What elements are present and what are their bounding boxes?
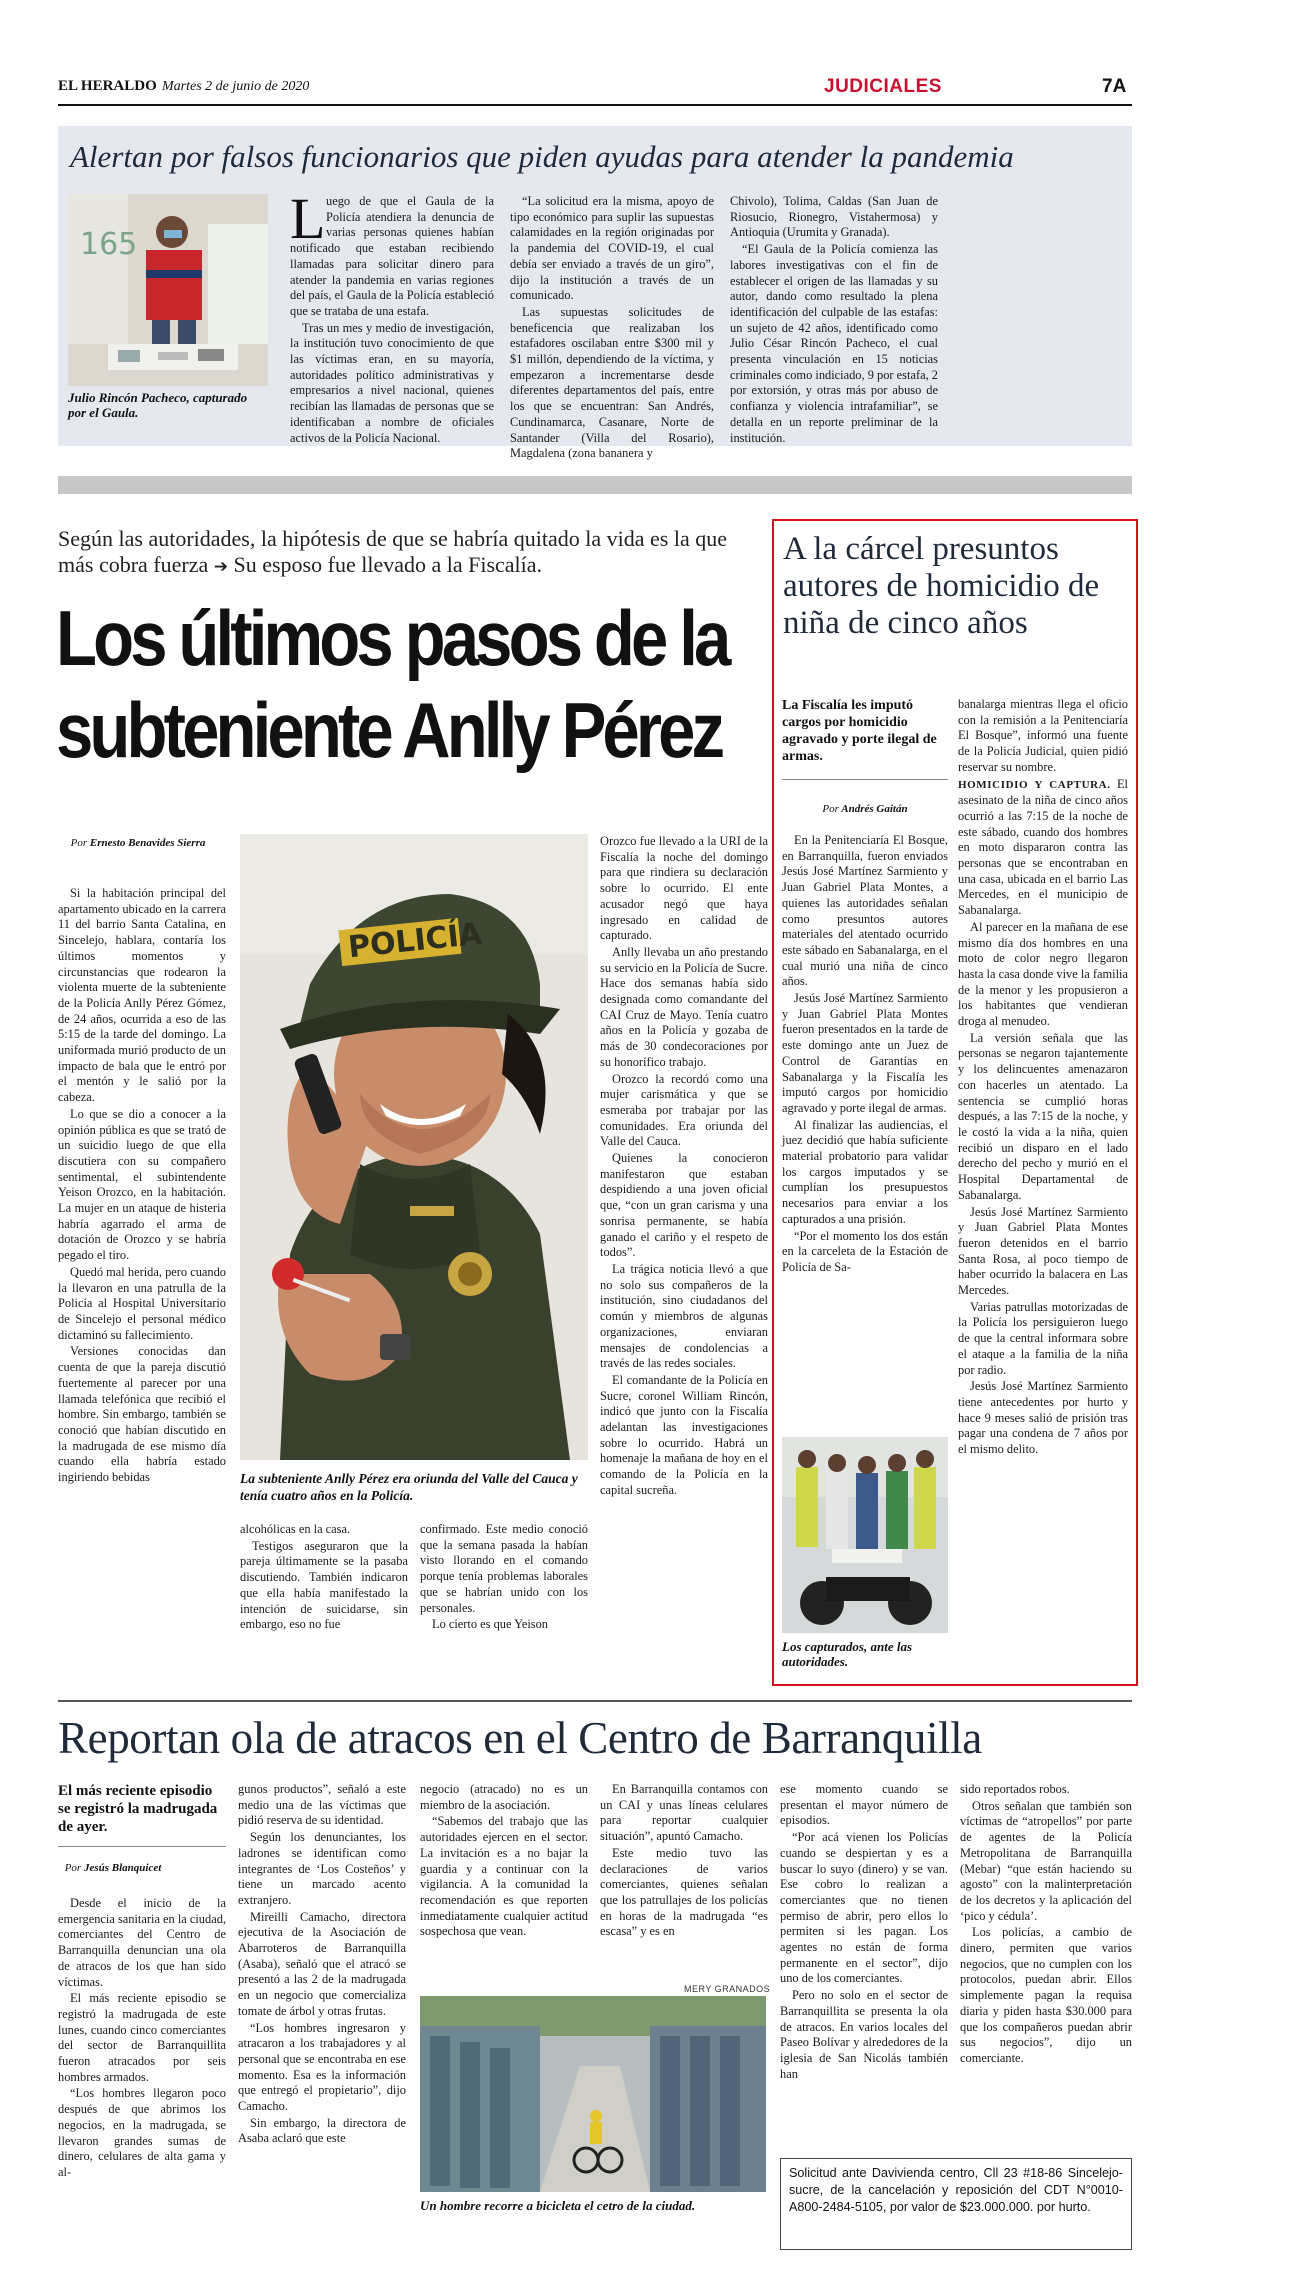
paragraph: Anlly llevaba un año prestando su servicio en la Policía de Sucre. Hace dos semanas había sido designada como comandante del CAI Cruz de Mayo. Tenía cuatro años en la Policía y gozaba de más de 30 condecoraciones por su honorífico trabajo. — [600, 944, 768, 1069]
paragraph: Testigos aseguraron que la pareja últimamente se la pasaba discutiendo. También indicaron que ella había manifestado la intención de suicidarse, sin embargo, eso no fue — [240, 1538, 408, 1632]
paragraph: Mireilli Camacho, directora ejecutiva de la Asociación de Abarroteros de Barranquilla (Asaba), señaló que el atracó se presentó a las 2 de la madrugada en un negocio que comercializa tomate de árbol y otras frutas. — [238, 1909, 406, 2018]
header-rule — [58, 104, 1132, 106]
section-divider-bar — [58, 476, 1132, 494]
issue-date: Martes 2 de junio de 2020 — [162, 79, 310, 94]
captured-photo-caption: Los capturados, ante las autoridades. — [782, 1639, 913, 1669]
story2-byline — [58, 836, 218, 850]
legal-notice — [780, 2158, 1132, 2250]
story3-column-2 — [958, 697, 1128, 1679]
paragraph: Jesús José Martínez Sarmiento y Juan Gabriel Plata Montes fueron presentados en la tarde de este domingo ante un Juez de Control de Garantías en Sabanalarga y la Fiscalía les imputó cargos por homicidio agravado y porte ilegal de armas. — [782, 991, 948, 1115]
story2-headline — [56, 592, 728, 776]
paragraph: Orozco fue llevado a la URI de la Fiscalía la noche del domingo para que rindiera su declaración sobre lo ocurrido. El ente acusador negó que haya ingresado en calidad de capturado. — [600, 834, 768, 943]
paragraph: “Por el momento los dos están en la carceleta de la Estación de Policía de Sa- — [782, 1228, 948, 1274]
story4-deck: El más reciente episodio se registró la madrugada de ayer. — [58, 1783, 218, 1835]
story3-column-1 — [782, 833, 948, 1433]
paragraph: Tras un mes y medio de investigación, la institución tuvo conocimiento de que las víctimas eran, en su mayoría, autoridades político administrativas y empresarios a nivel nacional, quienes recibían las llamadas de personas que se identificaban a nombre de oficiales activos de la Policía Nacional. — [290, 320, 494, 445]
paragraph: Jesús José Martínez Sarmiento tiene antecedentes por hurto y hace 9 meses salió de prisión tras pagar una condena de 7 años por el mismo delito. — [958, 1379, 1128, 1457]
story4-column-4 — [600, 1782, 768, 1972]
paragraph: “El Gaula de la Policía comienza las labores investigativas con el fin de establecer el origen de las llamadas y su autor, dando como resultado la plena identificación del culpable de las estafas: un sujeto de 42 años, identificado como Julio César Rincón Pacheco, el cual presenta vinculación en 15 noticias criminales como indiciado, 9 por estafa, 2 por extorsión, y otras más por abuso de confianza y violencia intrafamiliar”, se detalla en un reporte preliminar de la institución. — [730, 242, 938, 445]
paragraph: “Por acá vienen los Policías cuando se despiertan y es a buscar lo suyo (dinero) y se van. Ese cobro lo realizan a comerciantes que no tienen permiso de abrir, pero ellos lo permiten si les pagan. Los agentes no están de forma permanente en el sector”, dijo uno de los comerciantes. — [780, 1830, 948, 1986]
street-photo-caption: Un hombre recorre a bicicleta el cetro de la ciudad. — [420, 2198, 696, 2213]
story1-column-3 — [730, 194, 938, 445]
paragraph: Lo que se dio a conocer a la opinión pública es que se trató de un suicidio luego de que ella discutiera con su compañero sentimental, el subintendente Yeison Orozco, en la habitación. La mujer en un ataque de histeria habría agarrado el arma de dotación de Orozco y se habría pegado el tiro. — [58, 1106, 226, 1263]
story2-column-4 — [600, 834, 768, 1682]
officer-photo — [240, 834, 588, 1460]
svg-text:165: 165 — [80, 227, 138, 262]
drop-cap: L — [290, 186, 326, 251]
story4-column-1 — [58, 1896, 226, 2256]
paragraph: Al parecer en la mañana de ese mismo día dos hombres en una moto de color negro llegaron hasta la casa donde vive la familia de la menor y les propusieron a los habitantes que vendieran droga al menudeo. — [958, 919, 1128, 1029]
paragraph: Otros señalan que también son víctimas de “atropellos” por parte de agentes de la Policía Metropolitana de Barranquilla (Mebar) “que están haciendo su agosto” con la malinterpretación de los decretos y la aplicación del ‘pico y cédula’. — [960, 1798, 1132, 1923]
paragraph: gunos productos”, señaló a este medio una de las víctimas que pidió reserva de su identidad. — [238, 1782, 406, 1828]
paragraph: El más reciente episodio se registró la madrugada de este lunes, cuando cinco comerciantes del sector de Barranquillita fueron atracados por seis hombres armados. — [58, 1991, 226, 2084]
paragraph: Según los denunciantes, los ladrones se identifican como integrantes de ‘Los Costeños’ y tiene un marcado acento extranjero. — [238, 1830, 406, 1907]
story2-column-3 — [420, 1522, 588, 1682]
captured-photo — [782, 1437, 948, 1633]
story4-column-2 — [238, 1782, 406, 2256]
byline-name: Jesús Blanquicet — [83, 1862, 162, 1874]
paragraph: alcohólicas en la casa. — [240, 1522, 351, 1536]
paragraph: banalarga mientras llega el oficio con la remisión a la Penitenciaría El Bosque”, informó una fuente de la Policía Judicial, quien pidió reservar su nombre. — [958, 697, 1128, 774]
paragraph: Varias patrullas motorizadas de la Policía los persiguieron luego de que la central informara sobre el ataque a la familia de la niña por radio. — [958, 1299, 1128, 1377]
story-box-alert — [58, 126, 1132, 461]
paragraph: Los policías, a cambio de dinero, permiten que varios negocios, que no cumplen con los protocolos, puedan abrir. Ellos simplemente pagan la requisa diaria y piden hasta $30.000 para que los compañeros puedan abrir sus negocios”, dijo un comerciante. — [960, 1925, 1132, 2065]
paragraph: La trágica noticia llevó a que no solo sus compañeros de la institución, sino ciudadanos del común y miembros de algunas organizaciones, enviaran mensajes de condolencias a través de las redes sociales. — [600, 1261, 768, 1371]
headline-line-2: subteniente Anlly Pérez — [56, 686, 722, 774]
story4-column-6 — [960, 1782, 1132, 2126]
story3-headline: A la cárcel presuntos autores de homicidio de niña de cinco años — [783, 531, 1100, 641]
paragraph: En la Penitenciaría El Bosque, en Barranquilla, fueron enviados Jesús José Martínez Sarmiento y Juan Gabriel Plata Montes, a quienes las autoridades señalan como presuntos autores materiales del atentado ocurrido este sábado en Sabanalarga, en el cual murió una niña de cinco años. — [782, 833, 948, 989]
story4-column-5 — [780, 1782, 948, 2158]
paragraph: negocio (atracado) no es un miembro de la asociación. — [420, 1782, 588, 1812]
paragraph: Este medio tuvo las declaraciones de varios comerciantes, quienes señalan que los patrullajes de los policías en horas de la madrugada “es escasa” y es en — [600, 1845, 768, 1939]
cap-lettering: POLICÍA — [346, 916, 484, 966]
kicker-tail: Su esposo fue llevado a la Fiscalía. — [233, 552, 543, 577]
paragraph: Versiones conocidas dan cuenta de que la pareja discutió fuertemente al parecer por una llamada telefónica que recibió el hombre. Sin embargo, también se conoció que habían discutido en la madrugada de ese mismo día cuando ella habría estado ingiriendo bebidas — [58, 1344, 226, 1485]
story2-column-1 — [58, 886, 226, 1676]
story3-byline — [782, 803, 948, 815]
story1-column-1 — [290, 186, 494, 445]
section-label: JUDICIALES — [824, 76, 942, 97]
paragraph: confirmado. Este medio conoció que la semana pasada la habían visto llorando en el comando porque tenía problemas laborales que se habrían unido con los personales. — [420, 1522, 588, 1615]
photo-credit: MERY GRANADOS — [684, 1984, 771, 1994]
paragraph: Orozco la recordó como una mujer carismática y que se esmeraba por trabajar por las comunidades. Era oriunda del Valle del Cauca. — [600, 1071, 768, 1149]
story4-byline — [58, 1862, 168, 1874]
paragraph: Jesús José Martínez Sarmiento y Juan Gabriel Plata Montes fueron detenidos en el barrio Santa Rosa, al poco tiempo de haber ocurrido la balacera en Las Mercedes. — [958, 1204, 1128, 1298]
story2-column-2 — [240, 1522, 408, 1682]
subhead-paragraph-text: El asesinato de la niña de cinco años ocurrió a las 7:15 de la noche de este sábado, cuando dos hombres en moto dispararon contra las personas que se encontraban en una casa, ubicada en el barrio Las Mercedes, en el municipio de Sabanalarga. — [958, 776, 1129, 918]
arrow-icon: ➔ — [213, 557, 228, 577]
paragraph: ese momento cuando se presentan el mayor número de episodios. — [780, 1782, 948, 1828]
masthead-header — [58, 78, 1132, 100]
story4-deck-rule — [58, 1846, 226, 1847]
paragraph: Al finalizar las audiencias, el juez decidió que había suficiente material probatorio para validar los cargos imputados y se cumplían los presupuestos necesarios para enviar a los capturados a una prisión. — [782, 1117, 948, 1226]
paragraph: En Barranquilla contamos con un CAI y unas líneas celulares para reportar cualquier situación”, apuntó Camacho. — [600, 1782, 768, 1844]
story4-column-3 — [420, 1782, 588, 1972]
paragraph: “Los hombres llegaron poco después de que abrimos los negocios, en la madrugada, se llevaron grandes sumas de dinero, celulares de alta gama y al- — [58, 2086, 226, 2179]
story4-top-rule — [58, 1700, 1132, 1702]
paragraph: sido reportados robos. — [960, 1782, 1070, 1796]
photo-caption: Julio Rincón Pacheco, capturado por el Gaula. — [68, 390, 248, 420]
paragraph: Las supuestas solicitudes de beneficencia que realizaban los estafadores oscilaban entre $300 mil y $1 millón, dependiendo de la víctima, y empezaron a incrementarse desde diferentes departamentos del país, entre los que se encuentran: San Andrés, Cundinamarca, Casanare, Norte de Santander (Villa del Rosario), Magdalena (zona bananera y — [510, 304, 714, 461]
story-title: Alertan por falsos funcionarios que piden ayudas para atender la pandemia — [70, 139, 1014, 174]
paragraph: “Los hombres ingresaron y atracaron a los trabajadores y al personal que se encontraba en ese momento. Esa es la información que entregó el propietario”, dijo Camacho. — [238, 2020, 406, 2114]
story3-deck: La Fiscalía les imputó cargos por homicidio agravado y porte ilegal de armas. — [782, 698, 937, 764]
byline-name: Andrés Gaitán — [841, 803, 908, 815]
paragraph: Quienes la conocieron manifestaron que estaban despidiendo a una joven oficial que, “con un gran carisma y una sonrisa permanente, se había ganado el cariño y el respeto de todos”. — [600, 1151, 768, 1260]
story3-subhead: HOMICIDIO Y CAPTURA. — [958, 778, 1111, 791]
story2-kicker — [58, 526, 758, 580]
paragraph: Chivolo), Tolima, Caldas (San Juan de Riosucio, Rionegro, Vistahermosa) y Antioquia (Urumita y Granada). — [730, 194, 938, 240]
paragraph: “La solicitud era la misma, apoyo de tipo económico para suplir las supuestas calamidades en la región originadas por la pandemia del COVID-19, el cual debía ser enviado a través de un giro”, dijo la institución a través de un comunicado. — [510, 194, 714, 303]
paragraph: Sin embargo, la directora de Asaba aclaró que este — [238, 2115, 406, 2146]
story4-headline: Reportan ola de atracos en el Centro de Barranquilla — [58, 1713, 982, 1763]
paragraph: El comandante de la Policía en Sucre, coronel William Rincón, indicó que junto con la Fiscalía adelantan las investigaciones sobre lo ocurrido. Habrá un homenaje la mañana de hoy en el comando de la Policía en la capital sucreña. — [600, 1372, 768, 1497]
suspect-photo — [68, 194, 268, 386]
street-photo — [420, 1996, 766, 2192]
paragraph: uego de que el Gaula de la Policía atendiera la denuncia de varias personas quienes habían notificado que estaban recibiendo llamadas para solicitar dinero para atender la pandemia en varias regiones del país, el Gaula de la Policía estableció que se trataba de una estafa. — [290, 194, 494, 318]
byline-prefix: Por — [64, 1862, 82, 1874]
paragraph: Si la habitación principal del apartamento ubicado en la carrera 11 del barrio Santa Catalina, en Sincelejo, hablara, contaría los últimos momentos y circunstancias que rodearon la violenta muerte de la subteniente de la Policía Anlly Pérez Gómez, de 24 años, ocurrida a eso de las 5:15 de la tarde del domingo. La uniformada murió producto de un impacto de bala que le entró por el mentón y le salió por la cabeza. — [58, 886, 226, 1105]
paragraph: Pero no solo en el sector de Barranquillita se presenta la ola de atracos. En varios locales del Paseo Bolívar y alrededores de la iglesia de San Nicolás también han — [780, 1988, 948, 2081]
officer-photo-caption: La subteniente Anlly Pérez era oriunda del Valle del Cauca y tenía cuatro años en la Policía. — [240, 1471, 578, 1503]
byline-name: Ernesto Benavides Sierra — [89, 837, 206, 849]
story3-frame — [772, 519, 1138, 1686]
kicker-text: Según las autoridades, la hipótesis de que se habría quitado la vida es la que más cobra fuerza — [58, 526, 727, 577]
legal-notice-text: Solicitud ante Davivienda centro, Cll 23 #18-86 Sincelejo-sucre, de la cancelación y reposición del CDT N°0010-A800-2484-5105, por valor de $23.000.000. por hurto. — [789, 2166, 1123, 2214]
story1-column-2 — [510, 194, 714, 461]
paragraph: Desde el inicio de la emergencia sanitaria en la ciudad, comerciantes del Centro de Barranquilla denuncian una ola de atracos de los que han sido víctimas. — [58, 1896, 226, 1989]
masthead: EL HERALDO — [58, 78, 157, 94]
byline-prefix: Por — [822, 803, 839, 815]
paragraph: “Sabemos del trabajo que las autoridades ejercen en el sector. La invitación es a no bajar la guardia y a continuar con la vigilancia. A la comunidad la recomendación es que reporten inmediatamente cualquier actitud sospechosa que vean. — [420, 1814, 588, 1939]
headline-line-1: Los últimos pasos de la — [56, 594, 728, 682]
paragraph: La versión señala que las personas se negaron tajantemente y los delincuentes amenazaron con hacerles un atentado. La sentencia se cumplió horas después, a las 7:15 de la noche, y le costó la vida a la niña, quien recibió un disparo en el lado derecho del pecho y murió en el Hospital Departamental de Sabanalarga. — [958, 1030, 1128, 1202]
story3-deck-rule — [782, 779, 948, 780]
page-number: 7A — [1102, 76, 1127, 97]
paragraph: Lo cierto es que Yeison — [432, 1617, 548, 1632]
byline-prefix: Por — [70, 837, 88, 849]
paragraph: Quedó mal herida, pero cuando la llevaron en una patrulla de la Policía al Hospital Universitario de Sincelejo el personal médico dictaminó su fallecimiento. — [58, 1264, 226, 1342]
